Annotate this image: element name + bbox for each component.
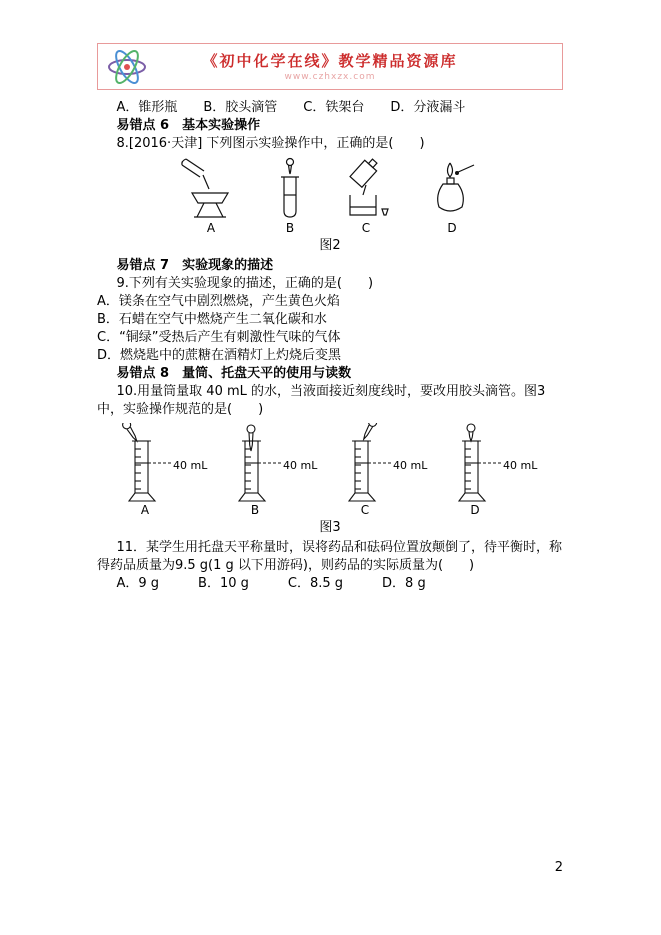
section-6-heading: 易错点 6 基本实验操作 bbox=[116, 118, 261, 133]
fig2-option-a bbox=[178, 157, 244, 236]
figure-3 bbox=[97, 423, 563, 537]
graduated-cylinder-illustration bbox=[333, 423, 397, 505]
fig3-volume-label-a: 40 mL bbox=[173, 459, 208, 472]
site-title: 《初中化学在线》教学精品资源库 bbox=[202, 51, 458, 70]
document-content bbox=[97, 99, 563, 593]
header-banner bbox=[97, 43, 563, 90]
question-11-options: A．9 g B．10 g C．8.5 g D．8 g bbox=[116, 576, 426, 591]
page-number: 2 bbox=[554, 860, 563, 875]
fig3-label-c: C bbox=[360, 503, 370, 517]
graduated-cylinder-illustration bbox=[223, 423, 287, 505]
question-10-stem: 10.用量筒量取 40 mL 的水，当液面接近刻度线时，要改用胶头滴管。图3中，实验操作规范的是( ) bbox=[97, 384, 546, 417]
fig2-option-d bbox=[422, 157, 482, 236]
section-8-heading: 易错点 8 量筒、托盘天平的使用与读数 bbox=[116, 366, 352, 381]
question-9-option-d: D．燃烧匙中的蔗糖在酒精灯上灼烧后变黑 bbox=[97, 348, 342, 363]
question-9-stem: 9.下列有关实验现象的描述，正确的是( ) bbox=[116, 276, 374, 291]
pouring-from-bottle-illustration bbox=[336, 157, 396, 221]
section-7-heading: 易错点 7 实验现象的描述 bbox=[116, 258, 274, 273]
fig2-option-b bbox=[270, 157, 310, 236]
fig2-label-c: C bbox=[361, 221, 371, 235]
fig3-option-b bbox=[223, 423, 327, 518]
question-9-option-c: C．“铜绿”受热后产生有刺激性气味的气体 bbox=[97, 330, 341, 345]
graduated-cylinder-illustration bbox=[443, 423, 507, 505]
header-spacer bbox=[510, 47, 554, 87]
fig3-volume-label-c: 40 mL bbox=[393, 459, 428, 472]
figure-3-images bbox=[97, 423, 563, 518]
test-tube-with-dropper-illustration bbox=[270, 157, 310, 221]
fig3-label-b: B bbox=[250, 503, 260, 517]
fig2-option-c bbox=[336, 157, 396, 236]
fig3-label-a: A bbox=[140, 503, 150, 517]
pouring-into-dish-illustration bbox=[178, 157, 244, 221]
question-9-option-b: B．石蜡在空气中燃烧产生二氧化碳和水 bbox=[97, 312, 327, 327]
fig3-option-c bbox=[333, 423, 437, 518]
atom-logo-icon bbox=[106, 47, 150, 87]
question-9-option-a: A．镁条在空气中剧烈燃烧，产生黄色火焰 bbox=[97, 294, 340, 309]
figure-2-images bbox=[97, 157, 563, 236]
fig3-label-d: D bbox=[470, 503, 480, 517]
fig3-volume-label-b: 40 mL bbox=[283, 459, 318, 472]
figure-2-caption: 图2 bbox=[319, 238, 341, 253]
site-url[interactable]: www.czhxzx.com bbox=[284, 71, 376, 82]
fig3-volume-label-d: 40 mL bbox=[503, 459, 538, 472]
figure-3-caption: 图3 bbox=[319, 520, 341, 535]
figure-2 bbox=[97, 157, 563, 255]
fig3-option-a bbox=[113, 423, 217, 518]
graduated-cylinder-illustration bbox=[113, 423, 177, 505]
question-8-stem: 8.[2016·天津] 下列图示实验操作中，正确的是( ) bbox=[116, 136, 425, 151]
fig3-option-d bbox=[443, 423, 547, 518]
alcohol-lamp-illustration bbox=[422, 157, 482, 221]
question-7-options: A．锥形瓶 B．胶头滴管 C．铁架台 D．分液漏斗 bbox=[116, 100, 466, 115]
fig2-label-d: D bbox=[447, 221, 457, 235]
fig2-label-a: A bbox=[206, 221, 216, 235]
fig2-label-b: B bbox=[285, 221, 295, 235]
question-11-stem: 11．某学生用托盘天平称量时，误将药品和砝码位置放颠倒了，待平衡时，称得药品质量为9.5 g(1 g 以下用游码)，则药品的实际质量为( ) bbox=[97, 540, 563, 573]
